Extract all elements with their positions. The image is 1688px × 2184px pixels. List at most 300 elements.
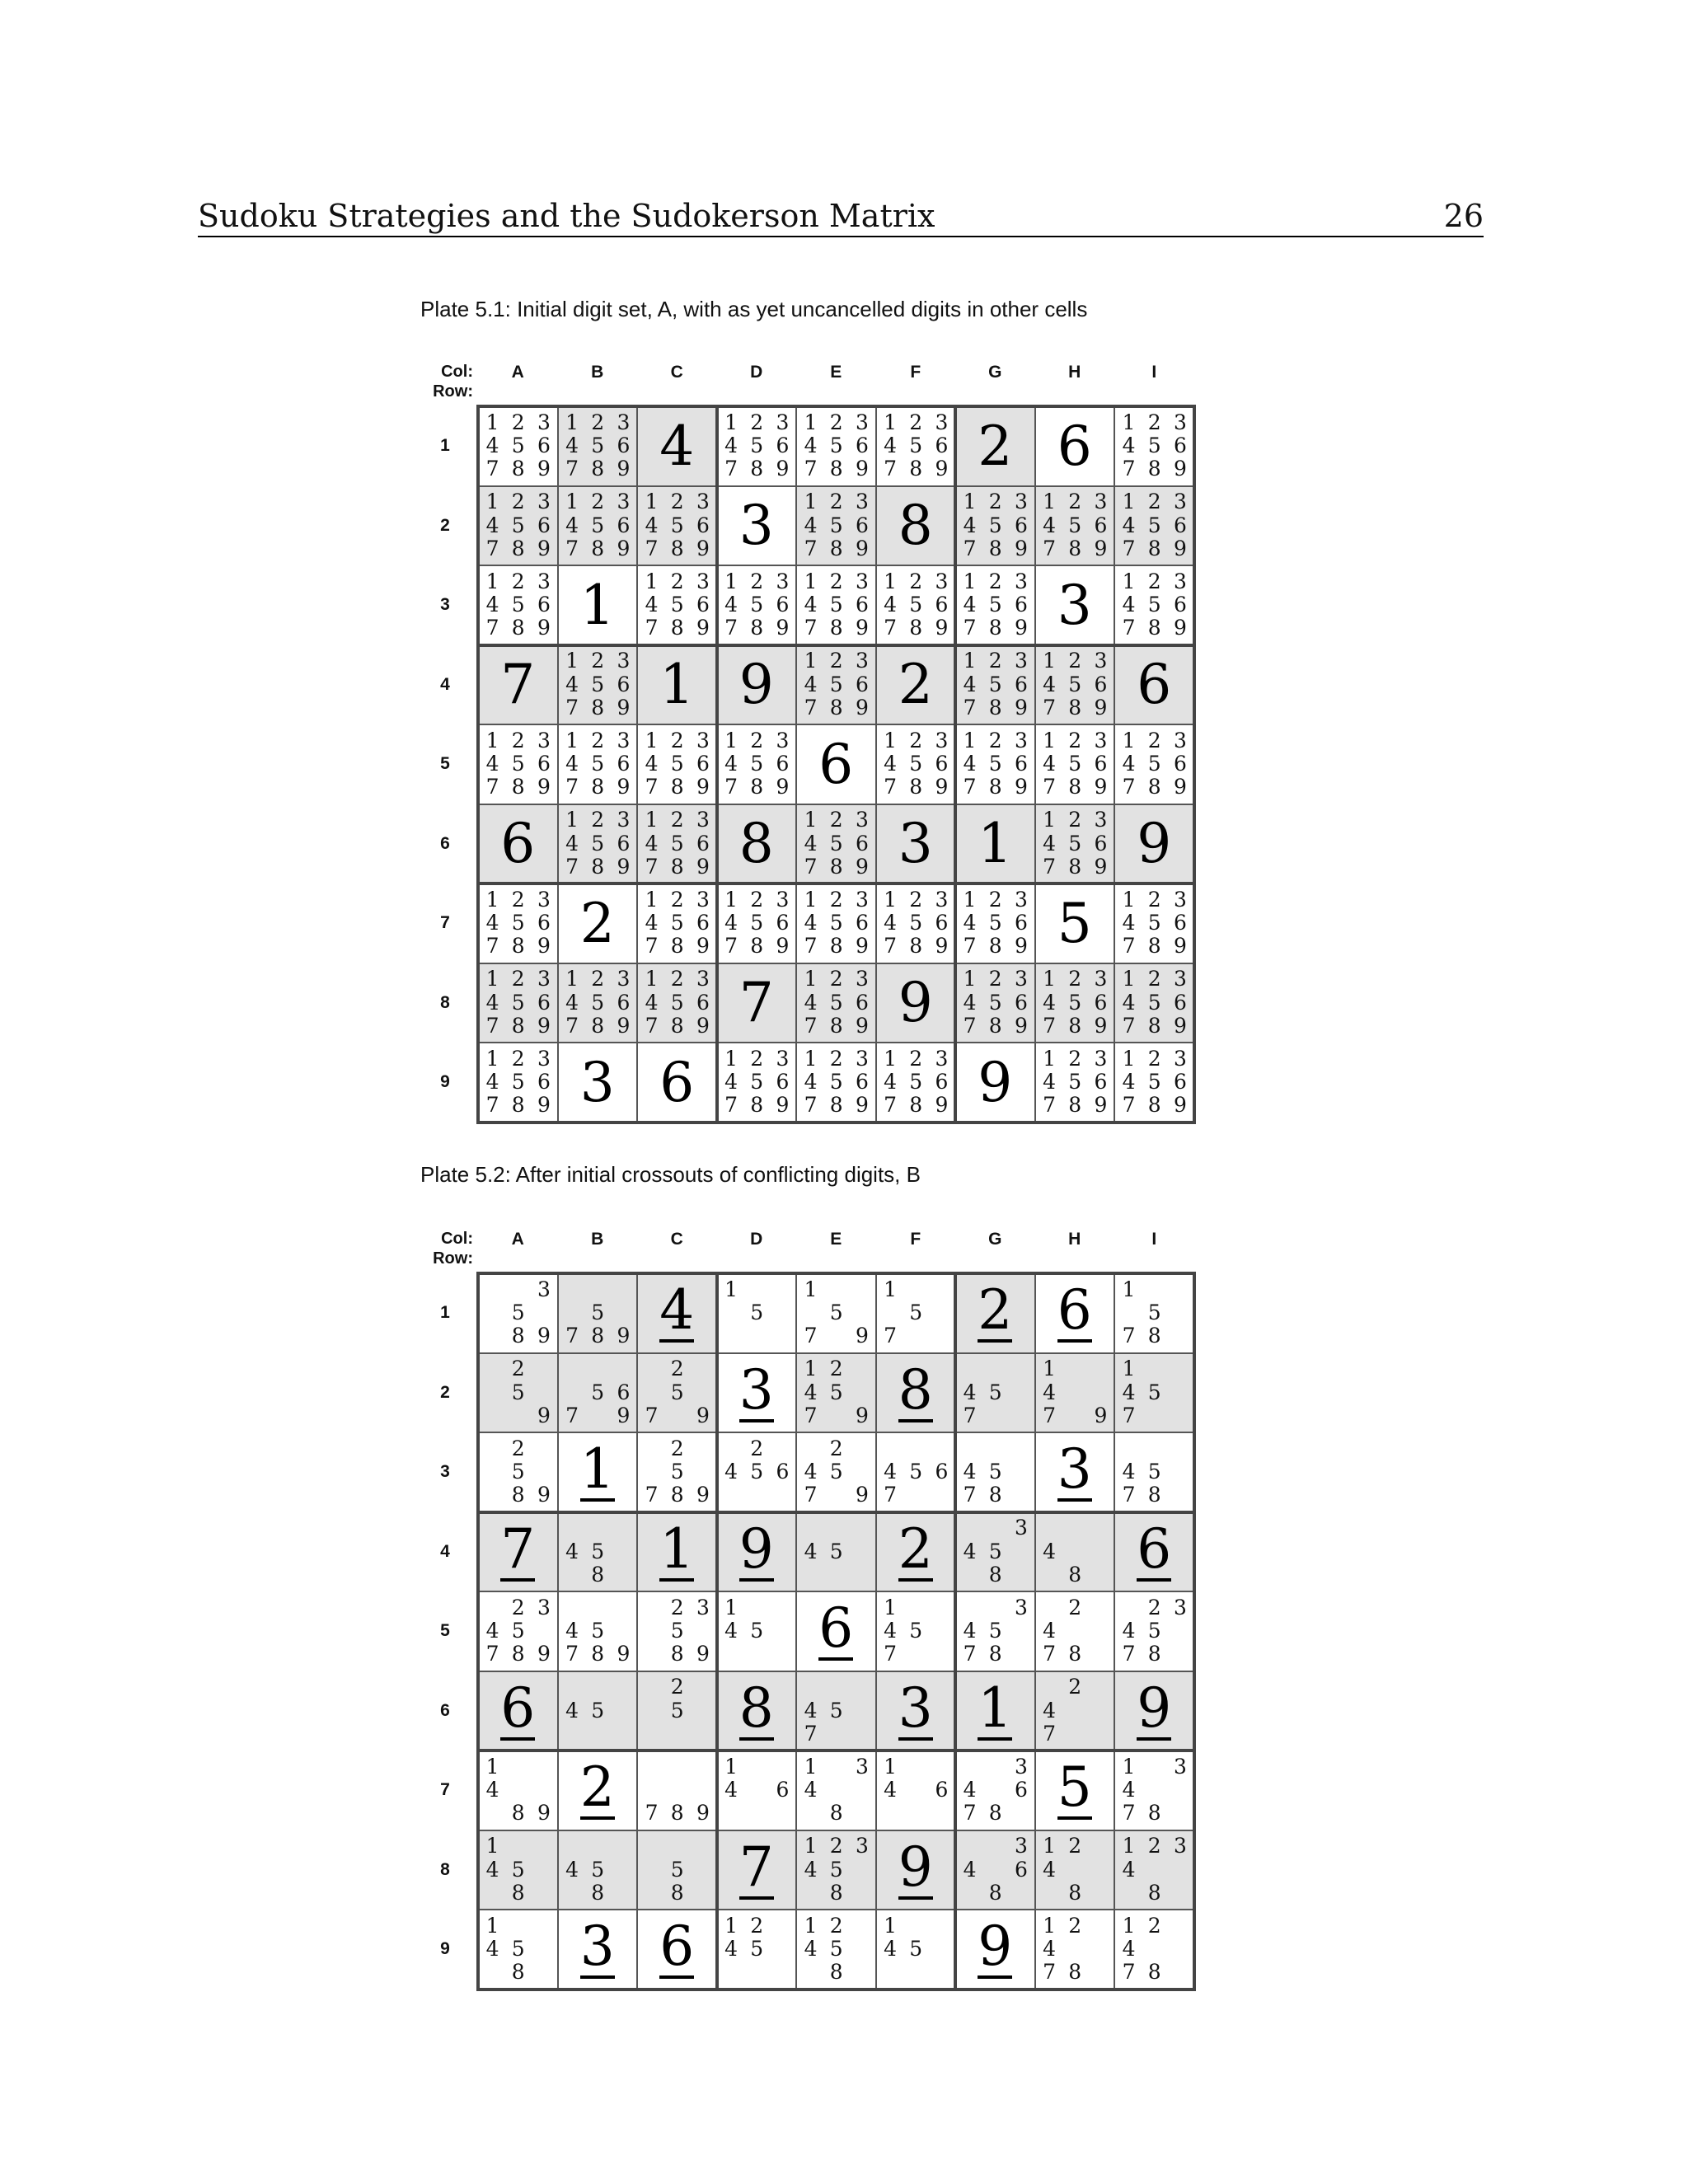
candidate-digit: 8 bbox=[511, 1013, 525, 1038]
candidate-digit: 5 bbox=[591, 434, 605, 458]
sudoku-cell[interactable] bbox=[717, 565, 797, 645]
candidate-digit: 6 bbox=[1014, 752, 1028, 776]
sudoku-cell[interactable] bbox=[637, 1432, 717, 1512]
sudoku-cell[interactable] bbox=[1114, 1273, 1194, 1353]
sudoku-cell[interactable] bbox=[876, 963, 956, 1043]
given-digit bbox=[559, 1751, 637, 1830]
sudoku-cell[interactable] bbox=[1035, 1671, 1115, 1751]
sudoku-cell[interactable] bbox=[478, 883, 558, 963]
given-digit-value: 4 bbox=[659, 414, 695, 478]
candidate-digit: 8 bbox=[670, 1801, 684, 1825]
candidate-digit: 1 bbox=[884, 1754, 897, 1779]
sudoku-cell[interactable] bbox=[1035, 963, 1115, 1043]
sudoku-cell[interactable] bbox=[478, 486, 558, 566]
given-digit-value: 8 bbox=[898, 1357, 933, 1422]
candidate-digit: 5 bbox=[511, 1070, 525, 1094]
sudoku-cell[interactable] bbox=[1035, 1591, 1115, 1671]
candidate-digit: 3 bbox=[1014, 887, 1028, 912]
sudoku-cell[interactable] bbox=[558, 1353, 638, 1433]
sudoku-cell[interactable] bbox=[478, 645, 558, 725]
sudoku-cell[interactable] bbox=[478, 1910, 558, 1990]
sudoku-cell[interactable] bbox=[478, 1432, 558, 1512]
sudoku-cell[interactable] bbox=[478, 1671, 558, 1751]
sudoku-cell[interactable] bbox=[717, 724, 797, 804]
candidate-digit: 5 bbox=[988, 513, 1002, 537]
candidate-digit: 4 bbox=[1122, 434, 1136, 458]
candidate-digit: 2 bbox=[511, 967, 525, 991]
sudoku-cell[interactable] bbox=[1035, 1043, 1115, 1122]
sudoku-cell[interactable] bbox=[955, 565, 1035, 645]
sudoku-cell[interactable] bbox=[717, 883, 797, 963]
candidate-digit: 2 bbox=[829, 1436, 843, 1460]
sudoku-cell[interactable] bbox=[876, 1273, 956, 1353]
candidate-digit: 7 bbox=[724, 934, 738, 958]
column-header: H bbox=[1068, 363, 1081, 382]
sudoku-cell[interactable] bbox=[637, 1512, 717, 1592]
sudoku-cell[interactable] bbox=[637, 565, 717, 645]
candidate-digit: 4 bbox=[565, 434, 579, 458]
candidate-digit: 8 bbox=[750, 775, 764, 799]
candidate-digit: 5 bbox=[511, 1301, 525, 1325]
candidate-digit: 2 bbox=[829, 1913, 843, 1938]
candidate-digit: 2 bbox=[511, 887, 525, 912]
sudoku-cell[interactable] bbox=[876, 883, 956, 963]
candidate-digit: 7 bbox=[565, 775, 579, 799]
sudoku-cell[interactable] bbox=[558, 804, 638, 884]
sudoku-cell[interactable] bbox=[558, 1273, 638, 1353]
candidate-digit: 1 bbox=[963, 887, 977, 912]
candidate-digit: 2 bbox=[1068, 808, 1082, 832]
sudoku-cell[interactable] bbox=[1035, 883, 1115, 963]
sudoku-cell[interactable] bbox=[796, 645, 876, 725]
sudoku-cell[interactable] bbox=[955, 963, 1035, 1043]
sudoku-cell[interactable] bbox=[955, 724, 1035, 804]
candidate-digit: 5 bbox=[1068, 672, 1082, 696]
candidate-digit: 4 bbox=[1043, 1937, 1056, 1961]
sudoku-cell[interactable] bbox=[876, 1830, 956, 1910]
given-digit bbox=[638, 1910, 716, 1989]
sudoku-cell[interactable] bbox=[876, 1910, 956, 1990]
candidate-digit: 1 bbox=[804, 1277, 818, 1301]
page-number: 26 bbox=[1443, 198, 1484, 234]
sudoku-cell[interactable] bbox=[876, 1750, 956, 1830]
sudoku-cell[interactable] bbox=[717, 1273, 797, 1353]
sudoku-cell[interactable] bbox=[955, 1830, 1035, 1910]
sudoku-cell[interactable] bbox=[955, 645, 1035, 725]
candidate-digit: 3 bbox=[935, 569, 949, 593]
candidate-digit: 6 bbox=[935, 434, 949, 458]
candidate-digit: 9 bbox=[1094, 695, 1108, 719]
candidate-digit: 5 bbox=[750, 434, 764, 458]
sudoku-cell[interactable] bbox=[955, 1512, 1035, 1592]
candidate-digit: 3 bbox=[1173, 887, 1187, 912]
candidate-digit: 3 bbox=[1173, 728, 1187, 752]
sudoku-cell[interactable] bbox=[1035, 645, 1115, 725]
column-header: D bbox=[750, 363, 763, 382]
given-digit-value: 1 bbox=[579, 573, 615, 637]
row-header: 3 bbox=[440, 1462, 450, 1482]
sudoku-cell[interactable] bbox=[717, 406, 797, 486]
candidate-digit: 1 bbox=[884, 1913, 897, 1938]
sudoku-cell[interactable] bbox=[478, 1353, 558, 1433]
candidate-digit: 3 bbox=[855, 1754, 869, 1779]
sudoku-cell[interactable] bbox=[637, 406, 717, 486]
sudoku-cell[interactable] bbox=[1114, 486, 1194, 566]
sudoku-cell[interactable] bbox=[637, 1910, 717, 1990]
sudoku-cell[interactable] bbox=[558, 1432, 638, 1512]
candidate-digit: 6 bbox=[1173, 434, 1187, 458]
sudoku-cell[interactable] bbox=[478, 804, 558, 884]
sudoku-cell[interactable] bbox=[478, 1273, 558, 1353]
candidate-digit: 5 bbox=[909, 1460, 923, 1484]
sudoku-cell[interactable] bbox=[637, 1043, 717, 1122]
candidate-digit: 8 bbox=[829, 1880, 843, 1905]
given-digit-value: 6 bbox=[1137, 1516, 1172, 1581]
sudoku-cell[interactable] bbox=[558, 565, 638, 645]
sudoku-cell[interactable] bbox=[637, 645, 717, 725]
sudoku-cell[interactable] bbox=[1114, 1043, 1194, 1122]
sudoku-cell[interactable] bbox=[1114, 1353, 1194, 1433]
sudoku-cell[interactable] bbox=[558, 1910, 638, 1990]
given-digit-value: 9 bbox=[898, 1835, 933, 1899]
candidate-digit: 3 bbox=[1094, 967, 1108, 991]
sudoku-cell[interactable] bbox=[637, 1830, 717, 1910]
sudoku-cell[interactable] bbox=[796, 804, 876, 884]
sudoku-cell[interactable] bbox=[1035, 804, 1115, 884]
sudoku-cell[interactable] bbox=[1114, 804, 1194, 884]
candidate-digit: 5 bbox=[1068, 513, 1082, 537]
candidate-digit: 4 bbox=[1122, 1857, 1136, 1882]
sudoku-cell[interactable] bbox=[876, 645, 956, 725]
candidate-digit: 2 bbox=[511, 1436, 525, 1460]
sudoku-cell[interactable] bbox=[478, 565, 558, 645]
sudoku-cell[interactable] bbox=[955, 1671, 1035, 1751]
sudoku-cell[interactable] bbox=[478, 1830, 558, 1910]
sudoku-cell[interactable] bbox=[796, 486, 876, 566]
sudoku-cell[interactable] bbox=[955, 1043, 1035, 1122]
candidate-digit: 2 bbox=[829, 1834, 843, 1858]
candidate-digit: 2 bbox=[829, 808, 843, 832]
candidate-digit: 8 bbox=[1068, 695, 1082, 719]
candidate-digit: 5 bbox=[670, 1460, 684, 1484]
sudoku-cell[interactable] bbox=[637, 883, 717, 963]
sudoku-cell[interactable] bbox=[637, 804, 717, 884]
sudoku-cell[interactable] bbox=[558, 883, 638, 963]
sudoku-cell[interactable] bbox=[955, 486, 1035, 566]
sudoku-cell[interactable] bbox=[955, 1591, 1035, 1671]
sudoku-cell[interactable] bbox=[796, 1043, 876, 1122]
given-digit bbox=[559, 566, 637, 644]
sudoku-cell[interactable] bbox=[1114, 1591, 1194, 1671]
sudoku-cell[interactable] bbox=[558, 1591, 638, 1671]
sudoku-cell[interactable] bbox=[796, 963, 876, 1043]
sudoku-cell[interactable] bbox=[1114, 1750, 1194, 1830]
given-digit bbox=[638, 1274, 716, 1352]
candidate-digit: 1 bbox=[485, 1913, 499, 1938]
candidate-digit: 9 bbox=[696, 616, 710, 640]
sudoku-cell[interactable] bbox=[796, 1591, 876, 1671]
sudoku-cell[interactable] bbox=[1035, 1830, 1115, 1910]
sudoku-cell[interactable] bbox=[876, 1591, 956, 1671]
sudoku-cell[interactable] bbox=[637, 724, 717, 804]
candidate-digit: 3 bbox=[1014, 967, 1028, 991]
sudoku-cell[interactable] bbox=[1114, 1830, 1194, 1910]
candidate-digit: 5 bbox=[511, 593, 525, 617]
candidate-digit: 1 bbox=[645, 967, 659, 991]
sudoku-cell[interactable] bbox=[637, 1353, 717, 1433]
candidate-digit: 5 bbox=[1147, 1070, 1161, 1094]
sudoku-cell[interactable] bbox=[796, 1750, 876, 1830]
sudoku-cell[interactable] bbox=[558, 724, 638, 804]
candidate-digit: 7 bbox=[1122, 1324, 1136, 1348]
sudoku-cell[interactable] bbox=[637, 1750, 717, 1830]
candidate-digit: 2 bbox=[1068, 1046, 1082, 1071]
given-digit bbox=[1115, 646, 1193, 724]
candidate-digit: 8 bbox=[1068, 1093, 1082, 1118]
candidate-digit: 2 bbox=[1068, 1834, 1082, 1858]
sudoku-cell[interactable] bbox=[796, 1432, 876, 1512]
candidate-digit: 6 bbox=[537, 752, 551, 776]
candidate-digit: 6 bbox=[855, 990, 869, 1015]
sudoku-cell[interactable] bbox=[1114, 565, 1194, 645]
sudoku-cell[interactable] bbox=[1114, 1512, 1194, 1592]
sudoku-cell[interactable] bbox=[796, 883, 876, 963]
candidate-digit: 6 bbox=[617, 752, 631, 776]
sudoku-cell[interactable] bbox=[876, 565, 956, 645]
candidate-digit: 6 bbox=[1173, 513, 1187, 537]
sudoku-cell[interactable] bbox=[717, 1591, 797, 1671]
sudoku-cell[interactable] bbox=[1035, 1432, 1115, 1512]
candidate-digit: 7 bbox=[1122, 1403, 1136, 1427]
candidate-digit: 6 bbox=[537, 990, 551, 1015]
sudoku-cell[interactable] bbox=[1114, 963, 1194, 1043]
given-digit-value: 2 bbox=[579, 1755, 615, 1820]
row-header: 3 bbox=[440, 595, 450, 615]
sudoku-cell[interactable] bbox=[637, 486, 717, 566]
sudoku-cell[interactable] bbox=[1114, 1432, 1194, 1512]
sudoku-cell[interactable] bbox=[1035, 1273, 1115, 1353]
candidate-digit: 6 bbox=[617, 990, 631, 1015]
sudoku-cell[interactable] bbox=[876, 1432, 956, 1512]
candidate-digit: 3 bbox=[696, 967, 710, 991]
candidate-digit: 8 bbox=[988, 1483, 1002, 1507]
sudoku-cell[interactable] bbox=[876, 724, 956, 804]
sudoku-cell[interactable] bbox=[1114, 883, 1194, 963]
sudoku-cell[interactable] bbox=[796, 1910, 876, 1990]
sudoku-cell[interactable] bbox=[717, 1830, 797, 1910]
candidate-digit: 8 bbox=[511, 1801, 525, 1825]
sudoku-cell[interactable] bbox=[717, 963, 797, 1043]
sudoku-cell[interactable] bbox=[955, 883, 1035, 963]
candidate-digit: 7 bbox=[565, 1642, 579, 1666]
sudoku-cell[interactable] bbox=[955, 406, 1035, 486]
given-digit bbox=[638, 1513, 716, 1591]
candidate-digit: 7 bbox=[1043, 1403, 1056, 1427]
sudoku-cell[interactable] bbox=[478, 1591, 558, 1671]
sudoku-cell[interactable] bbox=[717, 1512, 797, 1592]
sudoku-cell[interactable] bbox=[876, 1043, 956, 1122]
given-digit-value: 3 bbox=[898, 1675, 933, 1740]
sudoku-cell[interactable] bbox=[955, 1432, 1035, 1512]
sudoku-cell[interactable] bbox=[558, 486, 638, 566]
candidate-digit: 3 bbox=[935, 410, 949, 434]
sudoku-cell[interactable] bbox=[876, 1671, 956, 1751]
sudoku-cell[interactable] bbox=[717, 1750, 797, 1830]
sudoku-cell[interactable] bbox=[558, 406, 638, 486]
sudoku-cell[interactable] bbox=[717, 1043, 797, 1122]
candidate-digit: 1 bbox=[884, 410, 897, 434]
sudoku-cell[interactable] bbox=[876, 1353, 956, 1433]
sudoku-cell[interactable] bbox=[1035, 565, 1115, 645]
sudoku-cell[interactable] bbox=[796, 1353, 876, 1433]
candidate-digit: 3 bbox=[696, 1595, 710, 1619]
sudoku-cell[interactable] bbox=[558, 963, 638, 1043]
sudoku-cell[interactable] bbox=[478, 1750, 558, 1830]
sudoku-cell[interactable] bbox=[637, 1273, 717, 1353]
sudoku-cell[interactable] bbox=[558, 1830, 638, 1910]
candidate-digit: 8 bbox=[1147, 536, 1161, 560]
sudoku-cell[interactable] bbox=[876, 406, 956, 486]
page-header bbox=[198, 194, 1484, 237]
sudoku-cell[interactable] bbox=[796, 565, 876, 645]
sudoku-cell[interactable] bbox=[1035, 1910, 1115, 1990]
sudoku-cell[interactable] bbox=[876, 1512, 956, 1592]
candidate-digit: 8 bbox=[591, 1562, 605, 1586]
sudoku-cell[interactable] bbox=[558, 1043, 638, 1122]
sudoku-cell[interactable] bbox=[1035, 724, 1115, 804]
candidate-digit: 3 bbox=[696, 490, 710, 514]
sudoku-cell[interactable] bbox=[478, 406, 558, 486]
candidate-digit: 3 bbox=[855, 808, 869, 832]
candidate-digit: 7 bbox=[485, 775, 499, 799]
candidate-digit: 1 bbox=[724, 569, 738, 593]
candidate-digit: 7 bbox=[1043, 1093, 1056, 1118]
sudoku-cell[interactable] bbox=[478, 963, 558, 1043]
given-digit bbox=[638, 407, 716, 485]
sudoku-cell[interactable] bbox=[955, 1353, 1035, 1433]
candidate-digit: 1 bbox=[804, 967, 818, 991]
given-digit bbox=[797, 725, 875, 804]
candidate-digit: 1 bbox=[1043, 1913, 1056, 1938]
column-header: F bbox=[910, 363, 921, 382]
sudoku-cell[interactable] bbox=[717, 1910, 797, 1990]
candidate-digit: 7 bbox=[884, 1324, 897, 1348]
sudoku-cell[interactable] bbox=[1035, 1512, 1115, 1592]
candidate-digit: 3 bbox=[1014, 1834, 1028, 1858]
sudoku-cell[interactable] bbox=[796, 724, 876, 804]
candidate-digit: 1 bbox=[1043, 649, 1056, 673]
sudoku-cell[interactable] bbox=[637, 963, 717, 1043]
sudoku-cell[interactable] bbox=[717, 1353, 797, 1433]
candidate-digit: 5 bbox=[988, 1539, 1002, 1563]
sudoku-cell[interactable] bbox=[955, 1273, 1035, 1353]
candidate-digit: 1 bbox=[724, 410, 738, 434]
candidate-digit: 3 bbox=[537, 1595, 551, 1619]
sudoku-cell[interactable] bbox=[637, 1671, 717, 1751]
sudoku-cell[interactable] bbox=[1035, 486, 1115, 566]
candidate-digit: 6 bbox=[855, 672, 869, 696]
sudoku-cell[interactable] bbox=[717, 804, 797, 884]
candidate-digit: 4 bbox=[645, 911, 659, 935]
sudoku-cell[interactable] bbox=[1114, 1910, 1194, 1990]
candidate-digit: 2 bbox=[1147, 490, 1161, 514]
candidate-digit: 4 bbox=[963, 911, 977, 935]
sudoku-cell[interactable] bbox=[876, 804, 956, 884]
candidate-digit: 3 bbox=[537, 490, 551, 514]
candidate-digit: 5 bbox=[988, 672, 1002, 696]
candidate-digit: 5 bbox=[829, 1937, 843, 1961]
sudoku-cell[interactable] bbox=[796, 1512, 876, 1592]
sudoku-cell[interactable] bbox=[717, 1432, 797, 1512]
sudoku-cell[interactable] bbox=[796, 406, 876, 486]
sudoku-cell[interactable] bbox=[558, 645, 638, 725]
sudoku-cell[interactable] bbox=[637, 1591, 717, 1671]
sudoku-cell[interactable] bbox=[796, 1830, 876, 1910]
candidate-digit: 9 bbox=[1173, 536, 1187, 560]
sudoku-cell[interactable] bbox=[478, 1512, 558, 1592]
candidate-digit: 2 bbox=[591, 649, 605, 673]
sudoku-cell[interactable] bbox=[955, 1750, 1035, 1830]
candidate-digit: 9 bbox=[855, 1483, 869, 1507]
candidate-digit: 9 bbox=[1173, 775, 1187, 799]
sudoku-cell[interactable] bbox=[1114, 724, 1194, 804]
candidate-digit: 3 bbox=[537, 410, 551, 434]
sudoku-cell[interactable] bbox=[717, 1671, 797, 1751]
candidate-digit: 4 bbox=[1043, 1070, 1056, 1094]
candidate-digit: 5 bbox=[670, 831, 684, 855]
candidate-digit: 8 bbox=[1147, 1642, 1161, 1666]
given-digit-value: 1 bbox=[978, 1675, 1013, 1740]
candidate-digit: 7 bbox=[645, 775, 659, 799]
sudoku-cell[interactable] bbox=[796, 1273, 876, 1353]
sudoku-cell[interactable] bbox=[1035, 1750, 1115, 1830]
sudoku-cell[interactable] bbox=[1114, 406, 1194, 486]
candidate-digit: 1 bbox=[1043, 1357, 1056, 1381]
candidate-digit: 3 bbox=[1014, 1754, 1028, 1779]
candidate-digit: 2 bbox=[909, 569, 923, 593]
sudoku-cell[interactable] bbox=[1114, 645, 1194, 725]
candidate-digit: 4 bbox=[884, 1460, 897, 1484]
candidate-digit: 5 bbox=[909, 911, 923, 935]
sudoku-cell[interactable] bbox=[955, 804, 1035, 884]
sudoku-cell[interactable] bbox=[558, 1750, 638, 1830]
sudoku-cell[interactable] bbox=[717, 645, 797, 725]
sudoku-cell[interactable] bbox=[478, 1043, 558, 1122]
candidate-digit: 9 bbox=[696, 854, 710, 879]
sudoku-cell[interactable] bbox=[796, 1671, 876, 1751]
candidate-digit: 9 bbox=[537, 536, 551, 560]
sudoku-cell[interactable] bbox=[717, 486, 797, 566]
candidate-digit: 8 bbox=[988, 934, 1002, 958]
sudoku-cell[interactable] bbox=[1114, 1671, 1194, 1751]
candidate-digit: 9 bbox=[617, 854, 631, 879]
candidate-digit: 7 bbox=[1043, 775, 1056, 799]
sudoku-cell[interactable] bbox=[1035, 1353, 1115, 1433]
sudoku-cell[interactable] bbox=[1035, 406, 1115, 486]
candidate-digit: 2 bbox=[988, 649, 1002, 673]
given-digit bbox=[718, 1831, 796, 1910]
candidate-digit: 9 bbox=[855, 1093, 869, 1118]
sudoku-cell[interactable] bbox=[558, 1512, 638, 1592]
sudoku-cell[interactable] bbox=[558, 1671, 638, 1751]
candidate-digit: 5 bbox=[1147, 1380, 1161, 1404]
candidate-digit: 9 bbox=[855, 1324, 869, 1348]
sudoku-cell[interactable] bbox=[478, 724, 558, 804]
sudoku-cell[interactable] bbox=[876, 486, 956, 566]
candidate-digit: 7 bbox=[1122, 1642, 1136, 1666]
candidate-digit: 1 bbox=[724, 887, 738, 912]
sudoku-cell[interactable] bbox=[955, 1910, 1035, 1990]
